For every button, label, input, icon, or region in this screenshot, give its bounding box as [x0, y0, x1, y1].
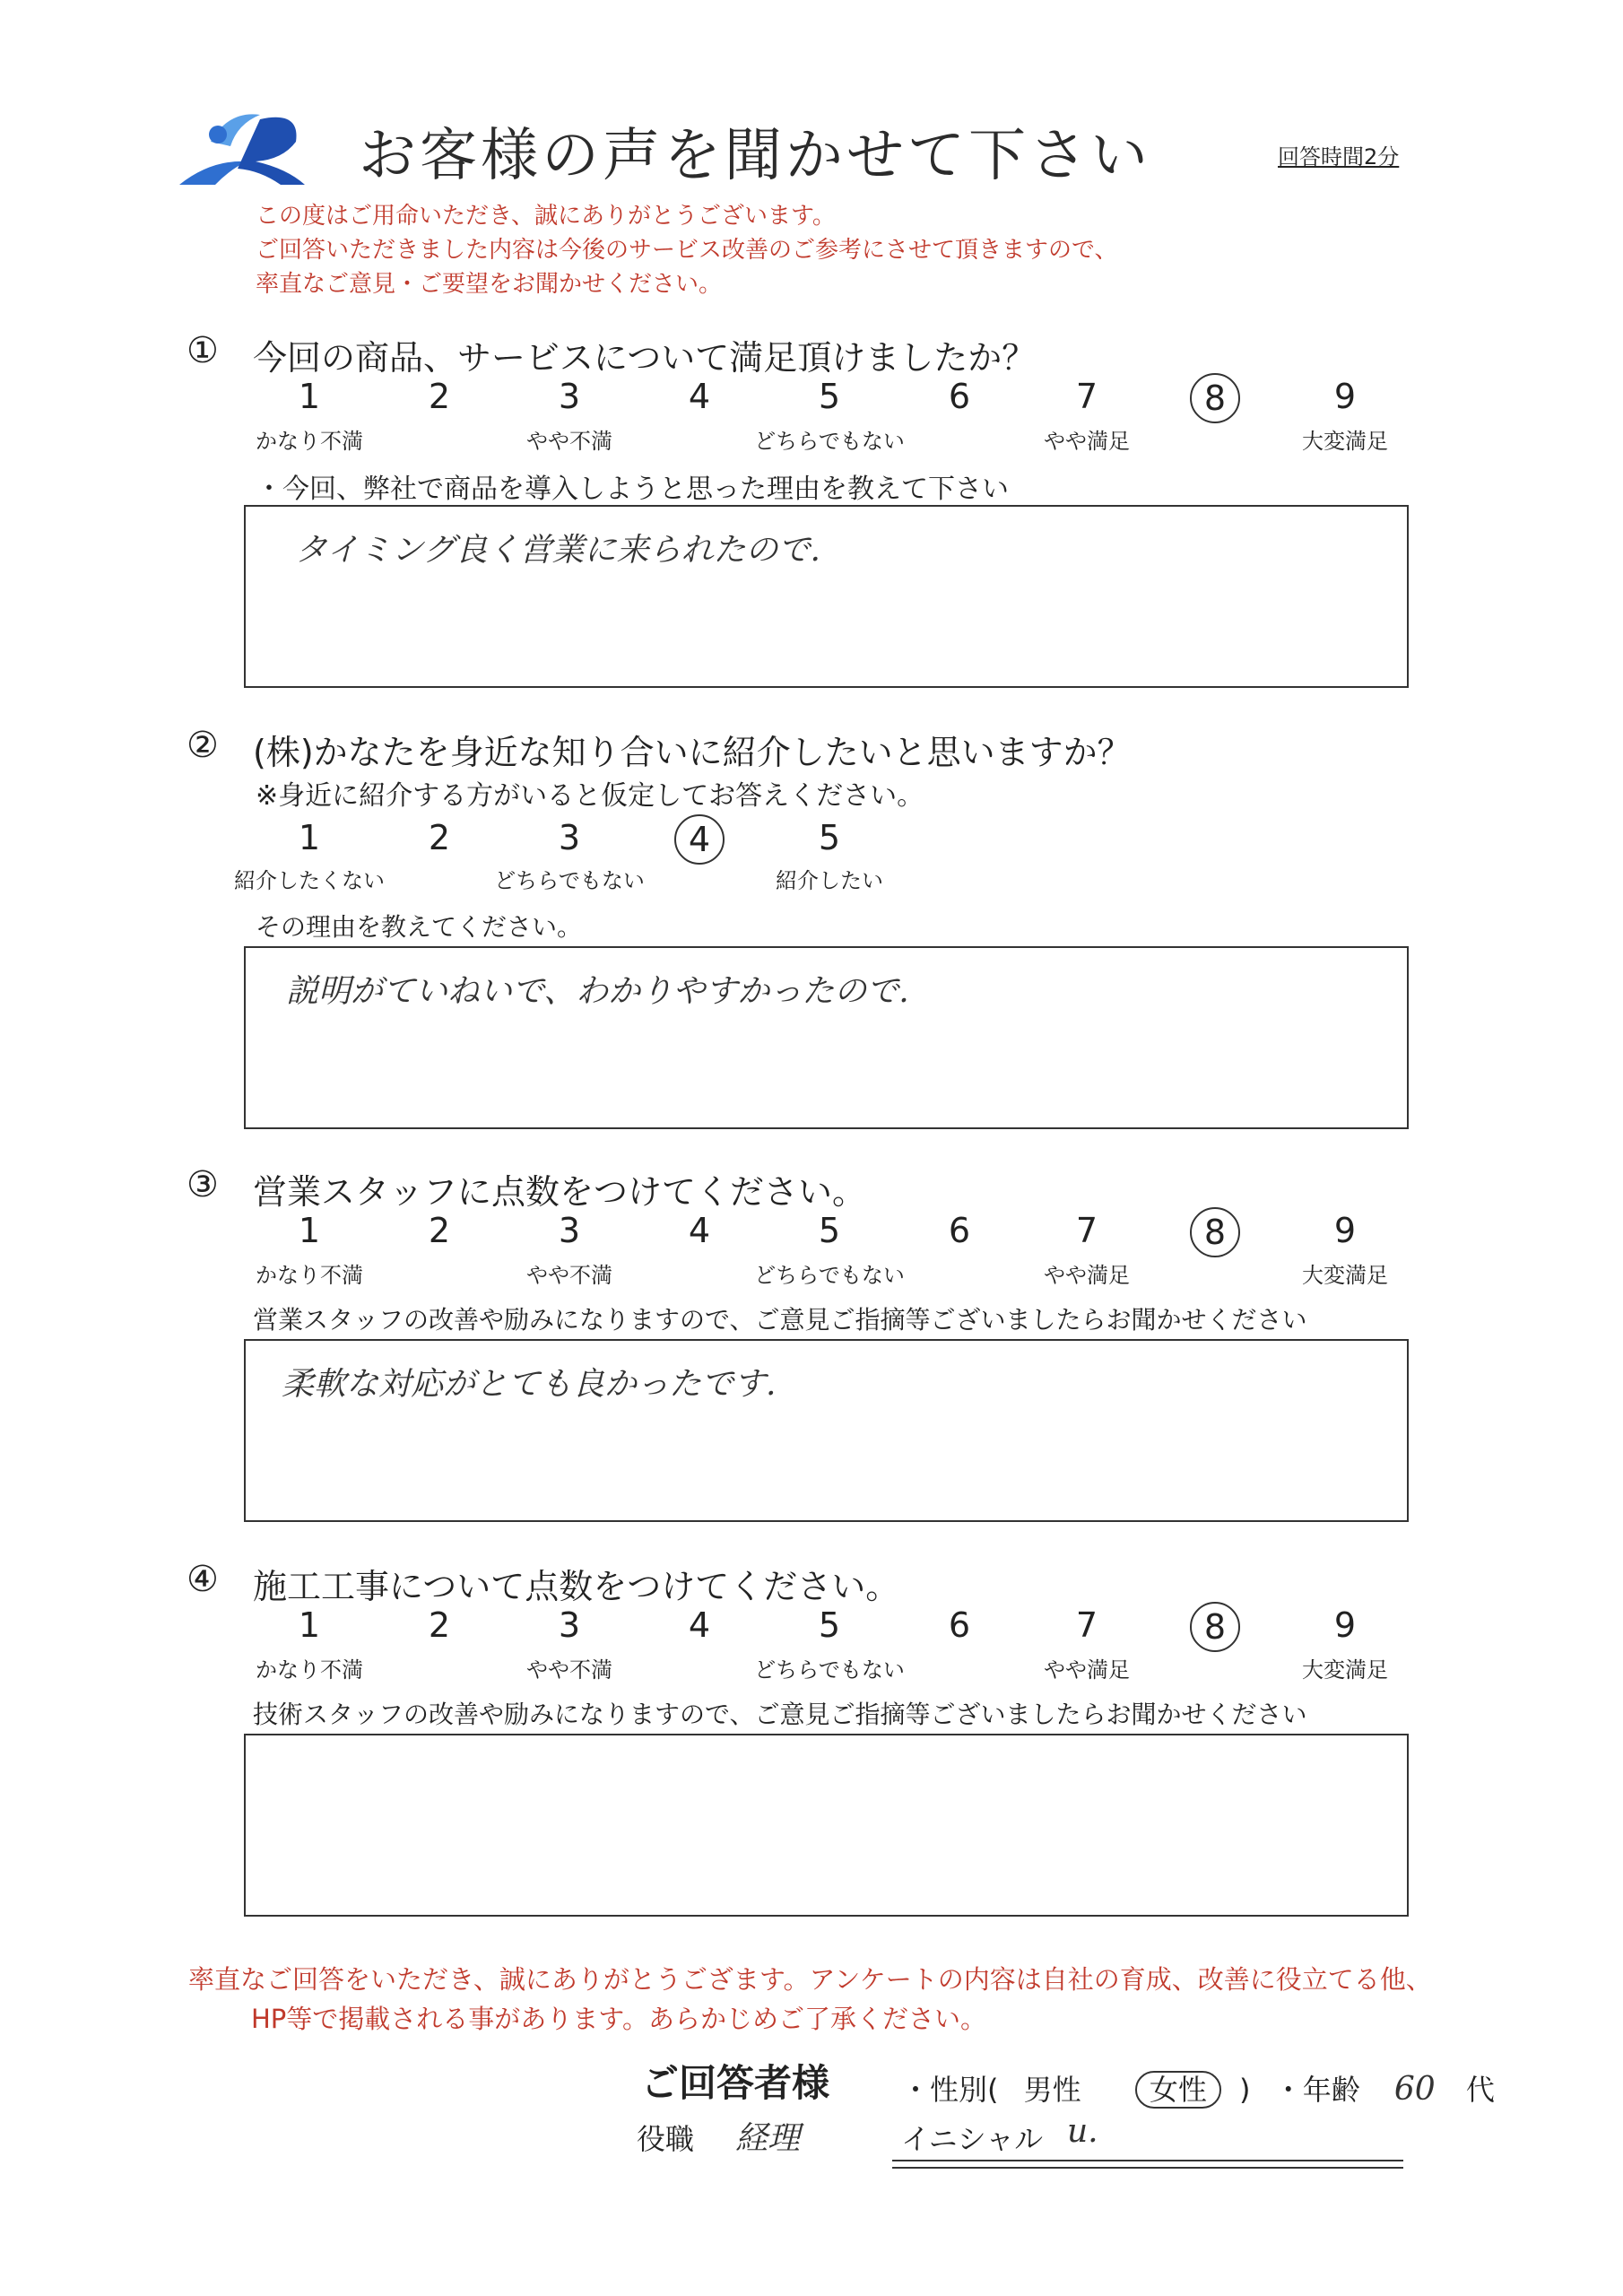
q2-number: ② [187, 725, 219, 766]
intro-text [256, 199, 1117, 301]
q3-answer-box[interactable] [244, 1339, 1409, 1522]
q2-option-1[interactable]: 1 [298, 818, 321, 857]
age-suffix: 代 [1465, 2073, 1495, 2107]
q4-label: 大変満足 [1302, 1657, 1388, 1683]
q2-note: ※身近に紹介する方がいると仮定してお答えください。 [256, 780, 924, 812]
q3-option-7[interactable]: 7 [1075, 1211, 1098, 1250]
q1-number: ① [187, 330, 219, 371]
q3-label: どちらでもない [754, 1263, 905, 1288]
q1-label: どちらでもない [754, 429, 905, 454]
q2-answer-box[interactable] [244, 946, 1409, 1129]
role-label: 役職 [637, 2122, 695, 2156]
q3-label: 大変満足 [1302, 1263, 1388, 1288]
q4-label: どちらでもない [754, 1657, 905, 1683]
q4-scale-labels [0, 1652, 1623, 1683]
q4-label: やや不満 [526, 1657, 612, 1683]
q2-option-2[interactable]: 2 [428, 818, 451, 857]
q3-option-2[interactable]: 2 [428, 1211, 451, 1250]
q1-scale-labels [0, 423, 1623, 454]
q1-option-4[interactable]: 4 [688, 377, 711, 416]
q1-label: やや満足 [1044, 429, 1130, 454]
intro-line: この度はご用命いただき、誠にありがとうございます。 [256, 203, 836, 230]
q1-option-8-selected[interactable]: 8 [1190, 373, 1240, 423]
q4-option-2[interactable]: 2 [428, 1605, 451, 1645]
q2-option-4-selected[interactable]: 4 [674, 814, 725, 865]
q4-option-3[interactable]: 3 [558, 1605, 581, 1645]
q2-answer-text: 説明がていねいで、わかりやすかったので. [286, 973, 909, 1010]
q1-label: かなり不満 [256, 429, 363, 454]
q3-scale-labels [0, 1257, 1623, 1288]
q2-scale [0, 818, 1623, 859]
gender-close: ) [1239, 2073, 1251, 2107]
q4-option-7[interactable]: 7 [1075, 1605, 1098, 1645]
q4-sub-question: 技術スタッフの改善や励みになりますので、ご意見ご指摘等ございましたらお聞かせください [253, 1700, 1307, 1729]
q3-option-8-selected[interactable]: 8 [1190, 1207, 1240, 1257]
intro-line: ご回答いただきました内容は今後のサービス改善のご参考にさせて頂きますので、 [256, 237, 1118, 264]
q4-option-4[interactable]: 4 [688, 1605, 711, 1645]
q3-option-3[interactable]: 3 [558, 1211, 581, 1250]
role-value[interactable]: 経理 [735, 2120, 801, 2157]
age-label: ・年齢 [1273, 2073, 1360, 2107]
q3-option-6[interactable]: 6 [948, 1211, 971, 1250]
q1-option-6[interactable]: 6 [948, 377, 971, 416]
gender-female-selected[interactable]: 女性 [1135, 2071, 1221, 2109]
respondent-title: ご回答者様 [641, 2061, 830, 2105]
q2-label: どちらでもない [494, 868, 645, 893]
q3-option-9[interactable]: 9 [1333, 1211, 1357, 1250]
q4-answer-box[interactable] [244, 1734, 1409, 1917]
initial-label: イニシャル [901, 2122, 1044, 2156]
initial-underline [892, 2167, 1403, 2169]
q3-option-5[interactable]: 5 [818, 1211, 841, 1250]
q3-number: ③ [187, 1164, 219, 1205]
q1-option-7[interactable]: 7 [1075, 377, 1098, 416]
q3-question: 営業スタッフに点数をつけてください。 [253, 1172, 867, 1212]
q1-label: やや不満 [526, 429, 612, 454]
q1-option-2[interactable]: 2 [428, 377, 451, 416]
q3-sub-question: 営業スタッフの改善や励みになりますので、ご意見ご指摘等ございましたらお聞かせください [253, 1305, 1307, 1335]
q2-sub-question: その理由を教えてください。 [256, 912, 583, 942]
q1-option-9[interactable]: 9 [1333, 377, 1357, 416]
page-title: お客様の声を聞かせて下さい [359, 123, 1151, 189]
q1-answer-text: タイミング良く営業に来られたので. [295, 532, 821, 569]
q4-label: かなり不満 [256, 1657, 363, 1683]
footer-note [188, 1960, 1432, 2039]
intro-line: 率直なご意見・ご要望をお聞かせください。 [256, 271, 723, 298]
q4-option-9[interactable]: 9 [1333, 1605, 1357, 1645]
q1-option-3[interactable]: 3 [558, 377, 581, 416]
q4-option-1[interactable]: 1 [298, 1605, 321, 1645]
q4-question: 施工工事について点数をつけてください。 [253, 1567, 900, 1606]
gender-row [901, 2067, 1495, 2109]
q4-option-5[interactable]: 5 [818, 1605, 841, 1645]
q4-option-6[interactable]: 6 [948, 1605, 971, 1645]
q3-option-4[interactable]: 4 [688, 1211, 711, 1250]
initial-underline [892, 2160, 1403, 2161]
q3-scale [0, 1211, 1623, 1252]
q2-label: 紹介したい [776, 868, 883, 893]
q4-scale [0, 1605, 1623, 1647]
q3-label: やや不満 [526, 1263, 612, 1288]
q4-number: ④ [187, 1559, 219, 1600]
q1-option-1[interactable]: 1 [298, 377, 321, 416]
q3-label: やや満足 [1044, 1263, 1130, 1288]
age-value[interactable]: 60 [1393, 2071, 1436, 2108]
q1-answer-box[interactable] [244, 505, 1409, 688]
q2-option-3[interactable]: 3 [558, 818, 581, 857]
q2-question: (株)かなたを身近な知り合いに紹介したいと思いますか？ [253, 733, 1132, 772]
gender-label: ・性別( [901, 2073, 999, 2107]
q4-label: やや満足 [1044, 1657, 1130, 1683]
q3-answer-text: 柔軟な対応がとても良かったです. [282, 1366, 777, 1403]
q2-scale-labels [0, 863, 1623, 893]
q1-scale [0, 377, 1623, 418]
footer-line: HP等で掲載される事があります。あらかじめご了承ください。 [251, 2004, 986, 2034]
q1-option-5[interactable]: 5 [818, 377, 841, 416]
q2-label: 紹介したくない [234, 868, 385, 893]
footer-line: 率直なご回答をいただき、誠にありがとうござます。アンケートの内容は自社の育成、改善に役立てる他、 [188, 1964, 1432, 1995]
q2-option-5[interactable]: 5 [818, 818, 841, 857]
q4-option-8-selected[interactable]: 8 [1190, 1602, 1240, 1652]
answer-time-note: 回答時間2分 [1278, 144, 1400, 170]
q1-question: 今回の商品、サービスについて満足頂けましたか？ [253, 338, 1037, 378]
company-logo [175, 106, 309, 188]
q1-label: 大変満足 [1302, 429, 1388, 454]
gender-male[interactable]: 男性 [1023, 2073, 1081, 2107]
q1-sub-question: ・今回、弊社で商品を導入しようと思った理由を教えて下さい [256, 474, 1009, 505]
q3-option-1[interactable]: 1 [298, 1211, 321, 1250]
q3-label: かなり不満 [256, 1263, 363, 1288]
initial-value[interactable]: u. [1067, 2113, 1098, 2150]
